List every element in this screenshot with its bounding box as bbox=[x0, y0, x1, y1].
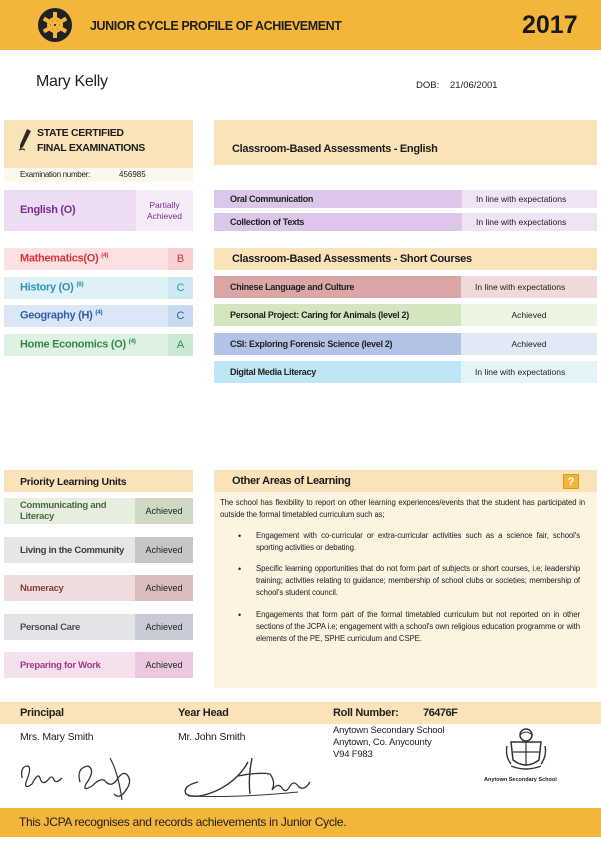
subject-english bbox=[4, 190, 193, 231]
cba-label: Collection of Texts bbox=[214, 213, 462, 231]
priority-unit-row bbox=[4, 575, 193, 601]
priority-unit-value: Achieved bbox=[135, 652, 193, 678]
principal-name: Mrs. Mary Smith bbox=[20, 731, 94, 743]
priority-unit-row bbox=[4, 652, 193, 678]
year-head-signature-icon bbox=[178, 752, 318, 802]
bullet-icon: • bbox=[238, 564, 242, 574]
subject-name: English (O) bbox=[20, 204, 76, 216]
cba-value: In line with expectations bbox=[462, 190, 597, 208]
subject-name bbox=[20, 252, 108, 265]
cba-short-course-row bbox=[214, 361, 597, 383]
pen-icon bbox=[17, 128, 33, 152]
subject-level-note: (4) bbox=[95, 309, 103, 316]
student-name: Mary Kelly bbox=[36, 73, 108, 90]
aperture-logo-icon bbox=[38, 8, 72, 42]
roll-number-value: 76476F bbox=[423, 707, 458, 719]
priority-unit-label: Communicating and Literacy bbox=[4, 498, 135, 524]
crest-caption: Anytown Secondary School bbox=[484, 777, 557, 783]
year-head-label: Year Head bbox=[178, 707, 229, 719]
principal-label: Principal bbox=[20, 707, 64, 719]
cba-label: Digital Media Literacy bbox=[214, 361, 461, 383]
priority-unit-row bbox=[4, 498, 193, 524]
priority-unit-label: Personal Care bbox=[4, 614, 135, 640]
subject-row bbox=[4, 334, 193, 356]
cba-english-row bbox=[214, 213, 597, 231]
other-areas-bullet bbox=[240, 530, 580, 554]
school-address-line1: Anytown, Co. Anycounty bbox=[333, 737, 432, 748]
cba-short-courses-title: Classroom-Based Assessments - Short Courses bbox=[232, 253, 472, 265]
document-year: 2017 bbox=[522, 11, 578, 39]
priority-unit-value: Achieved bbox=[135, 498, 193, 524]
year-head-name: Mr. John Smith bbox=[178, 731, 246, 743]
school-address bbox=[333, 725, 444, 761]
document-title: JUNIOR CYCLE PROFILE OF ACHIEVEMENT bbox=[90, 19, 342, 33]
statement-text: This JCPA recognises and records achievements in Junior Cycle. bbox=[19, 815, 347, 829]
subject-level-note: (8) bbox=[76, 281, 84, 288]
subject-grade: Partially Achieved bbox=[136, 190, 193, 231]
subject-grade: C bbox=[168, 305, 193, 327]
cba-value: Achieved bbox=[461, 304, 597, 326]
subject-name-text: Home Economics (O) bbox=[20, 338, 126, 351]
dob-label: DOB: bbox=[416, 80, 440, 91]
priority-unit-value: Achieved bbox=[135, 575, 193, 601]
help-icon[interactable]: ? bbox=[563, 474, 579, 489]
cba-value: In line with expectations bbox=[461, 361, 597, 383]
subject-name-text: Mathematics(O) bbox=[20, 252, 99, 265]
bullet-text: Specific learning opportunities that do not form part of subjects or short courses, i.e; leadership training; activities relating to guidance; membership of school clubs or societies; membership of school's student council. bbox=[256, 564, 580, 597]
subject-row bbox=[4, 248, 193, 270]
priority-unit-row bbox=[4, 614, 193, 640]
subject-level-note: (4) bbox=[128, 338, 136, 345]
subject-name bbox=[20, 281, 83, 294]
bullet-icon: • bbox=[238, 531, 242, 541]
cba-english-row bbox=[214, 190, 597, 208]
bullet-text: Engagements that form part of the formal timetabled curriculum but not reported on in other sections of the JCPA i.e; engagement with a school's own religious education programme or with elements of the PE, SPHE curriculum and CSPE. bbox=[256, 610, 580, 643]
priority-unit-label: Living in the Community bbox=[4, 537, 135, 563]
subject-grade: A bbox=[168, 334, 193, 356]
footer-label-band bbox=[0, 702, 601, 724]
cba-short-course-row bbox=[214, 276, 597, 298]
school-crest-icon bbox=[505, 726, 547, 772]
subject-name-text: History (O) bbox=[20, 281, 74, 294]
subject-row bbox=[4, 277, 193, 299]
cba-english-title: Classroom-Based Assessments - English bbox=[232, 143, 438, 155]
subject-row bbox=[4, 305, 193, 327]
cba-label: Chinese Language and Culture bbox=[214, 276, 461, 298]
bullet-icon: • bbox=[238, 610, 242, 620]
other-areas-title: Other Areas of Learning bbox=[232, 475, 351, 487]
state-exams-title bbox=[37, 126, 145, 156]
cba-value: In line with expectations bbox=[461, 276, 597, 298]
school-address-line2: V94 F983 bbox=[333, 749, 373, 760]
dob-value: 21/06/2001 bbox=[450, 80, 498, 91]
priority-unit-value: Achieved bbox=[135, 614, 193, 640]
priority-unit-value: Achieved bbox=[135, 537, 193, 563]
other-areas-bullet bbox=[240, 609, 580, 645]
subject-name-text: Geography (H) bbox=[20, 309, 93, 322]
cba-value: In line with expectations bbox=[462, 213, 597, 231]
exam-number-label: Examination number: bbox=[20, 170, 90, 179]
other-areas-intro: The school has flexibility to report on other learning experiences/events that the student has participated in outside the formal timetabled curriculum such as; bbox=[220, 498, 585, 519]
other-areas-bullet bbox=[240, 563, 580, 599]
state-exams-title-line2: FINAL EXAMINATIONS bbox=[37, 142, 145, 154]
cba-label: CSI: Exploring Forensic Science (level 2) bbox=[214, 333, 461, 355]
roll-number-label: Roll Number: bbox=[333, 707, 399, 719]
cba-short-course-row bbox=[214, 304, 597, 326]
priority-units-title: Priority Learning Units bbox=[20, 476, 127, 488]
principal-signature-icon bbox=[18, 748, 143, 808]
cba-label: Personal Project: Caring for Animals (level 2) bbox=[214, 304, 461, 326]
exam-number-value: 456985 bbox=[119, 170, 146, 179]
subject-grade: B bbox=[168, 248, 193, 270]
cba-short-course-row bbox=[214, 333, 597, 355]
priority-unit-row bbox=[4, 537, 193, 563]
priority-unit-label: Numeracy bbox=[4, 575, 135, 601]
subject-level-note: (4) bbox=[101, 252, 109, 259]
cba-value: Achieved bbox=[461, 333, 597, 355]
subject-grade: C bbox=[168, 277, 193, 299]
cba-label: Oral Communication bbox=[214, 190, 462, 208]
subject-name bbox=[20, 338, 136, 351]
bullet-text: Engagement with co-curricular or extra-curricular activities such as a science fair, school's sporting activities or debating. bbox=[256, 531, 580, 552]
subject-name bbox=[20, 309, 102, 322]
priority-unit-label: Preparing for Work bbox=[4, 652, 135, 678]
state-exams-title-line1: STATE CERTIFIED bbox=[37, 127, 124, 139]
school-name: Anytown Secondary School bbox=[333, 725, 445, 736]
